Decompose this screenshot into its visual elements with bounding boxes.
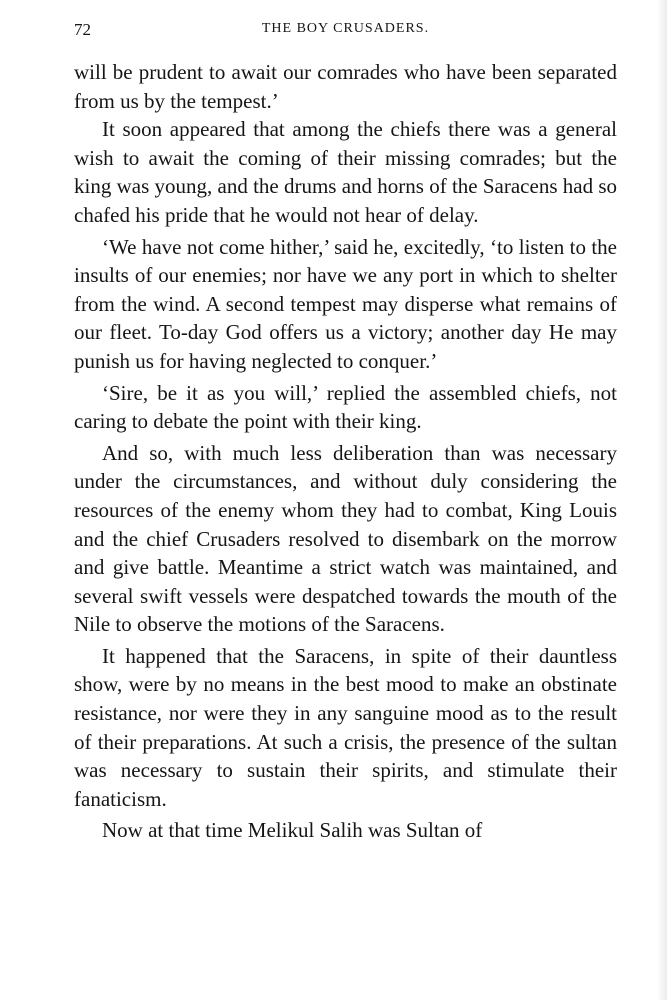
paragraph-continuation: will be prudent to await our comrades who have been separated from us by the tempest.’ (74, 60, 617, 113)
paragraph: ‘We have not come hither,’ said he, excitedly, ‘to listen to the insults of our enemies; nor have we any port in which to shelter from the wind. A second tempest may disperse what remains of our fleet. To-day God offers us a victory; another day He may punish us for having neglected to conquer.’ (74, 234, 617, 373)
running-head (74, 18, 617, 48)
paragraph: ‘Sire, be it as you will,’ replied the assembled chiefs, not caring to debate the point with their king. (74, 380, 617, 434)
paragraph: It soon appeared that among the chiefs there was a general wish to await the coming of their missing comrades; but the king was young, and the drums and horns of the Saracens had so chafed his pride that he would not hear of delay. (74, 117, 617, 227)
paragraph: Now at that time Melikul Salih was Sultan of (102, 818, 483, 843)
paragraph: It happened that the Saracens, in spite of their dauntless show, were by no means in the best mood to make an obstinate resistance, nor were they in any sanguine mood as to the result of their preparations. At such a crisis, the presence of the sultan was necessary to sustain their spirits, and stimulate their fanaticism. (74, 643, 617, 811)
running-title: THE BOY CRUSADERS. (261, 21, 430, 36)
body-text (74, 58, 617, 845)
page-number: 72 (74, 20, 91, 39)
paragraph: And so, with much less deliberation than was necessary under the circumstances, and without duly considering the resources of the enemy whom they had to combat, King Louis and the chief Crusaders resolved to disembark on the morrow and give battle. Meantime a strict watch was maintained, and several swift vessels were despatched towards the mouth of the Nile to observe the motions of the Saracens. (74, 440, 617, 637)
